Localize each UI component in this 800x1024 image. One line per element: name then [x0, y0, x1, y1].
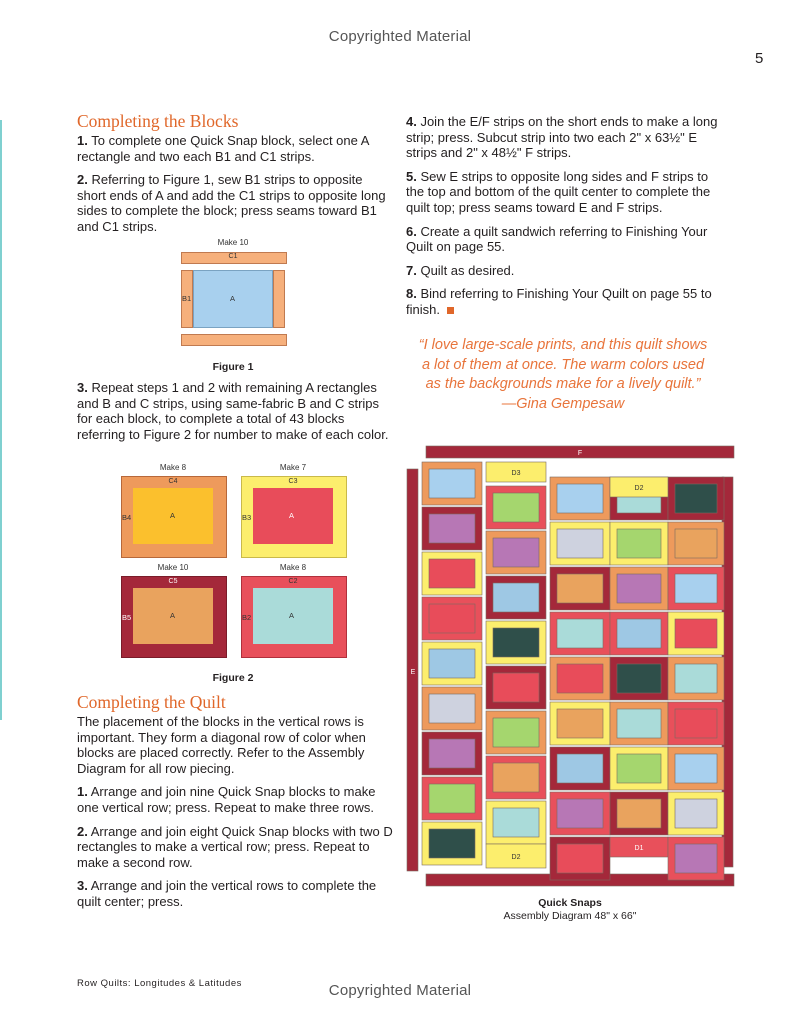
- step-block-3-wrap: [77, 380, 393, 450]
- quilt-block-center-c2-r5: [493, 673, 539, 702]
- step-right-7: 7. Quilt as desired.: [406, 262, 515, 278]
- watermark-bottom: Copyrighted Material: [328, 982, 472, 999]
- fig2-b2-c: C3: [288, 478, 298, 485]
- quilt-block-center-c1-r2: [429, 514, 475, 543]
- quilt-block-center-c1-r8: [429, 784, 475, 813]
- quilt-block-center-c3-r7: [557, 754, 603, 783]
- quilt-block-center-c5-r6: [675, 709, 717, 738]
- quilt-block-center-c5-r7: [675, 754, 717, 783]
- figure1-a-label: A: [230, 294, 236, 303]
- diagram-subtitle: Assembly Diagram 48" x 66": [503, 910, 637, 922]
- quilt-block-center-c1-r3: [429, 559, 475, 588]
- label-d1: D1: [634, 845, 644, 852]
- quilt-block-center-c4-r5: [617, 664, 661, 693]
- fig2-b4-make: Make 8: [279, 563, 307, 572]
- quilt-block-center-c1-r5: [429, 649, 475, 678]
- fig2-b4-b: B2: [242, 613, 252, 622]
- quilt-block-center-c1-r1: [429, 469, 475, 498]
- fig2-b3-c: C5: [168, 578, 178, 585]
- quilt-block-center-c2-r1: [493, 493, 539, 522]
- figure1-c1-bottom: [181, 334, 287, 346]
- step-block-3: 3. Repeat steps 1 and 2 with remaining A rectangles and B and C strips, using same-fabric B and C strips for each block, to complete a total of 43 blocks referring to Figure 2 for number to make of each color.: [77, 380, 389, 442]
- blocks-section: [77, 111, 393, 243]
- quilt-block-center-c4-r8: [617, 799, 661, 828]
- figure2-caption: Figure 2: [212, 672, 254, 684]
- quilt-block-center-c1-r9: [429, 829, 475, 858]
- quilt-block-center-c5-r8: [675, 799, 717, 828]
- label-d2-top: D2: [634, 485, 644, 492]
- label-d3: D3: [511, 470, 521, 477]
- quilt-block-center-c2-r7: [493, 763, 539, 792]
- figure-2: [120, 463, 350, 663]
- fig2-b1-b: B4: [122, 513, 132, 522]
- step-right-4: 4. Join the E/F strips on the short ends to make a long strip; press. Subcut strip into two each 2" x 63½" E strips and 2" x 48½" F strips.: [406, 114, 718, 161]
- figure1-caption: Figure 1: [212, 361, 254, 373]
- fig2-b1-make: Make 8: [159, 463, 187, 472]
- quilt-block-center-c3-r4: [557, 619, 603, 648]
- step-right-6: 6. Create a quilt sandwich referring to Finishing Your Quilt on page 55.: [406, 223, 708, 255]
- quilt-block-center-c2-r3: [493, 583, 539, 612]
- quilt-block-center-c4-r2: [617, 529, 661, 558]
- page-edge-stripe: [0, 120, 2, 720]
- quilt-block-center-c3-r9: [557, 844, 603, 873]
- step-block-1: 1. To complete one Quick Snap block, select one A rectangle and two each B1 and C1 strips.: [77, 133, 369, 164]
- diagram-title: Quick Snaps: [538, 897, 602, 909]
- label-f: F: [577, 450, 583, 457]
- fig2-b3-b: B5: [122, 613, 132, 622]
- quilt-block-center-c2-r8: [493, 808, 539, 837]
- quilt-block-center-c3-r6: [557, 709, 603, 738]
- fig2-b2-b: B3: [242, 513, 252, 522]
- watermark-top: Copyrighted Material: [328, 28, 472, 45]
- figure1-b-label: B1: [182, 294, 192, 303]
- quilt-block-center-c2-r2: [493, 538, 539, 567]
- step-quilt-2: 2. Arrange and join eight Quick Snap blocks with two D rectangles to make a vertical row; press. Repeat to make a second row.: [77, 823, 393, 870]
- quilt-block-center-c4-r6: [617, 709, 661, 738]
- blocks-heading: Completing the Blocks: [77, 111, 239, 131]
- step-quilt-1: 1. Arrange and join nine Quick Snap blocks to make one vertical row; press. Repeat to make three rows.: [77, 784, 376, 815]
- figure1-c-label: C1: [228, 253, 238, 260]
- finishing-steps: [406, 114, 728, 326]
- quilt-block-center-c3-r1: [557, 484, 603, 513]
- figure1-b1-right: [273, 270, 285, 328]
- fig2-b4-c: C2: [288, 578, 298, 585]
- fig2-b3-make: Make 10: [157, 563, 189, 572]
- fig2-b3-a: A: [170, 611, 176, 620]
- step-right-8: 8. Bind referring to Finishing Your Quilt on page 55 to finish.: [406, 286, 712, 317]
- quilt-block-center-c5-r2: [675, 529, 717, 558]
- quilt-block-center-c5-r9: [675, 844, 717, 873]
- fig2-b1-a: A: [170, 511, 176, 520]
- assembly-diagram: [404, 444, 736, 888]
- quilt-block-center-c1-r4: [429, 604, 475, 633]
- fig2-b2-a: A: [289, 511, 295, 520]
- quilt-block-center-c1-r7: [429, 739, 475, 768]
- quilt-block-center-c1-r6: [429, 694, 475, 723]
- quilt-heading: Completing the Quilt: [77, 692, 226, 712]
- figure-1: [180, 238, 286, 350]
- quilt-section: [77, 692, 395, 918]
- quilt-block-center-c2-r4: [493, 628, 539, 657]
- quilt-block-center-c3-r3: [557, 574, 603, 603]
- step-right-5: 5. Sew E strips to opposite long sides and F strips to the top and bottom of the quilt center to complete the quilt top; press seams toward E and F strips.: [406, 168, 711, 215]
- figure1-make-label: Make 10: [217, 238, 249, 247]
- quilt-block-center-c3-r5: [557, 664, 603, 693]
- step-quilt-3: 3. Arrange and join the vertical rows to complete the quilt center; press.: [77, 878, 377, 909]
- page-number: 5: [755, 50, 764, 67]
- quilt-block-center-c4-r7: [617, 754, 661, 783]
- label-d2-bottom: D2: [511, 854, 521, 861]
- quilt-block-center-c4-r4: [617, 619, 661, 648]
- fig2-b4-a: A: [289, 611, 295, 620]
- fig2-b1-c: C4: [168, 478, 178, 485]
- quilt-block-center-c5-r1: [675, 484, 717, 513]
- quilt-block-center-c3-r2: [557, 529, 603, 558]
- quilt-intro: The placement of the blocks in the vertical rows is important. They form a diagonal row of color when blocks are placed correctly. Refer to the Assembly Diagram for all row piecing.: [77, 714, 366, 776]
- quilt-block-center-c5-r3: [675, 574, 717, 603]
- pull-quote: “I love large-scale prints, and this quilt shows a lot of them at once. The warm colors used as the backgrounds make for a lively quilt.” —Gina Gempesaw: [418, 337, 708, 412]
- quilt-block-center-c2-r6: [493, 718, 539, 747]
- quilt-block-center-c4-r3: [617, 574, 661, 603]
- label-e: E: [410, 669, 416, 676]
- end-square-icon: [447, 307, 454, 314]
- step-block-2: 2. Referring to Figure 1, sew B1 strips to opposite short ends of A and add the C1 strips to opposite long sides to complete the block; press seams toward B1 and C1 strips.: [77, 172, 386, 234]
- fig2-b2-make: Make 7: [279, 463, 307, 472]
- quilt-block-center-c5-r4: [675, 619, 717, 648]
- quilt-block-center-c5-r5: [675, 664, 717, 693]
- running-footer: Row Quilts: Longitudes & Latitudes: [77, 978, 242, 989]
- quilt-block-center-c3-r8: [557, 799, 603, 828]
